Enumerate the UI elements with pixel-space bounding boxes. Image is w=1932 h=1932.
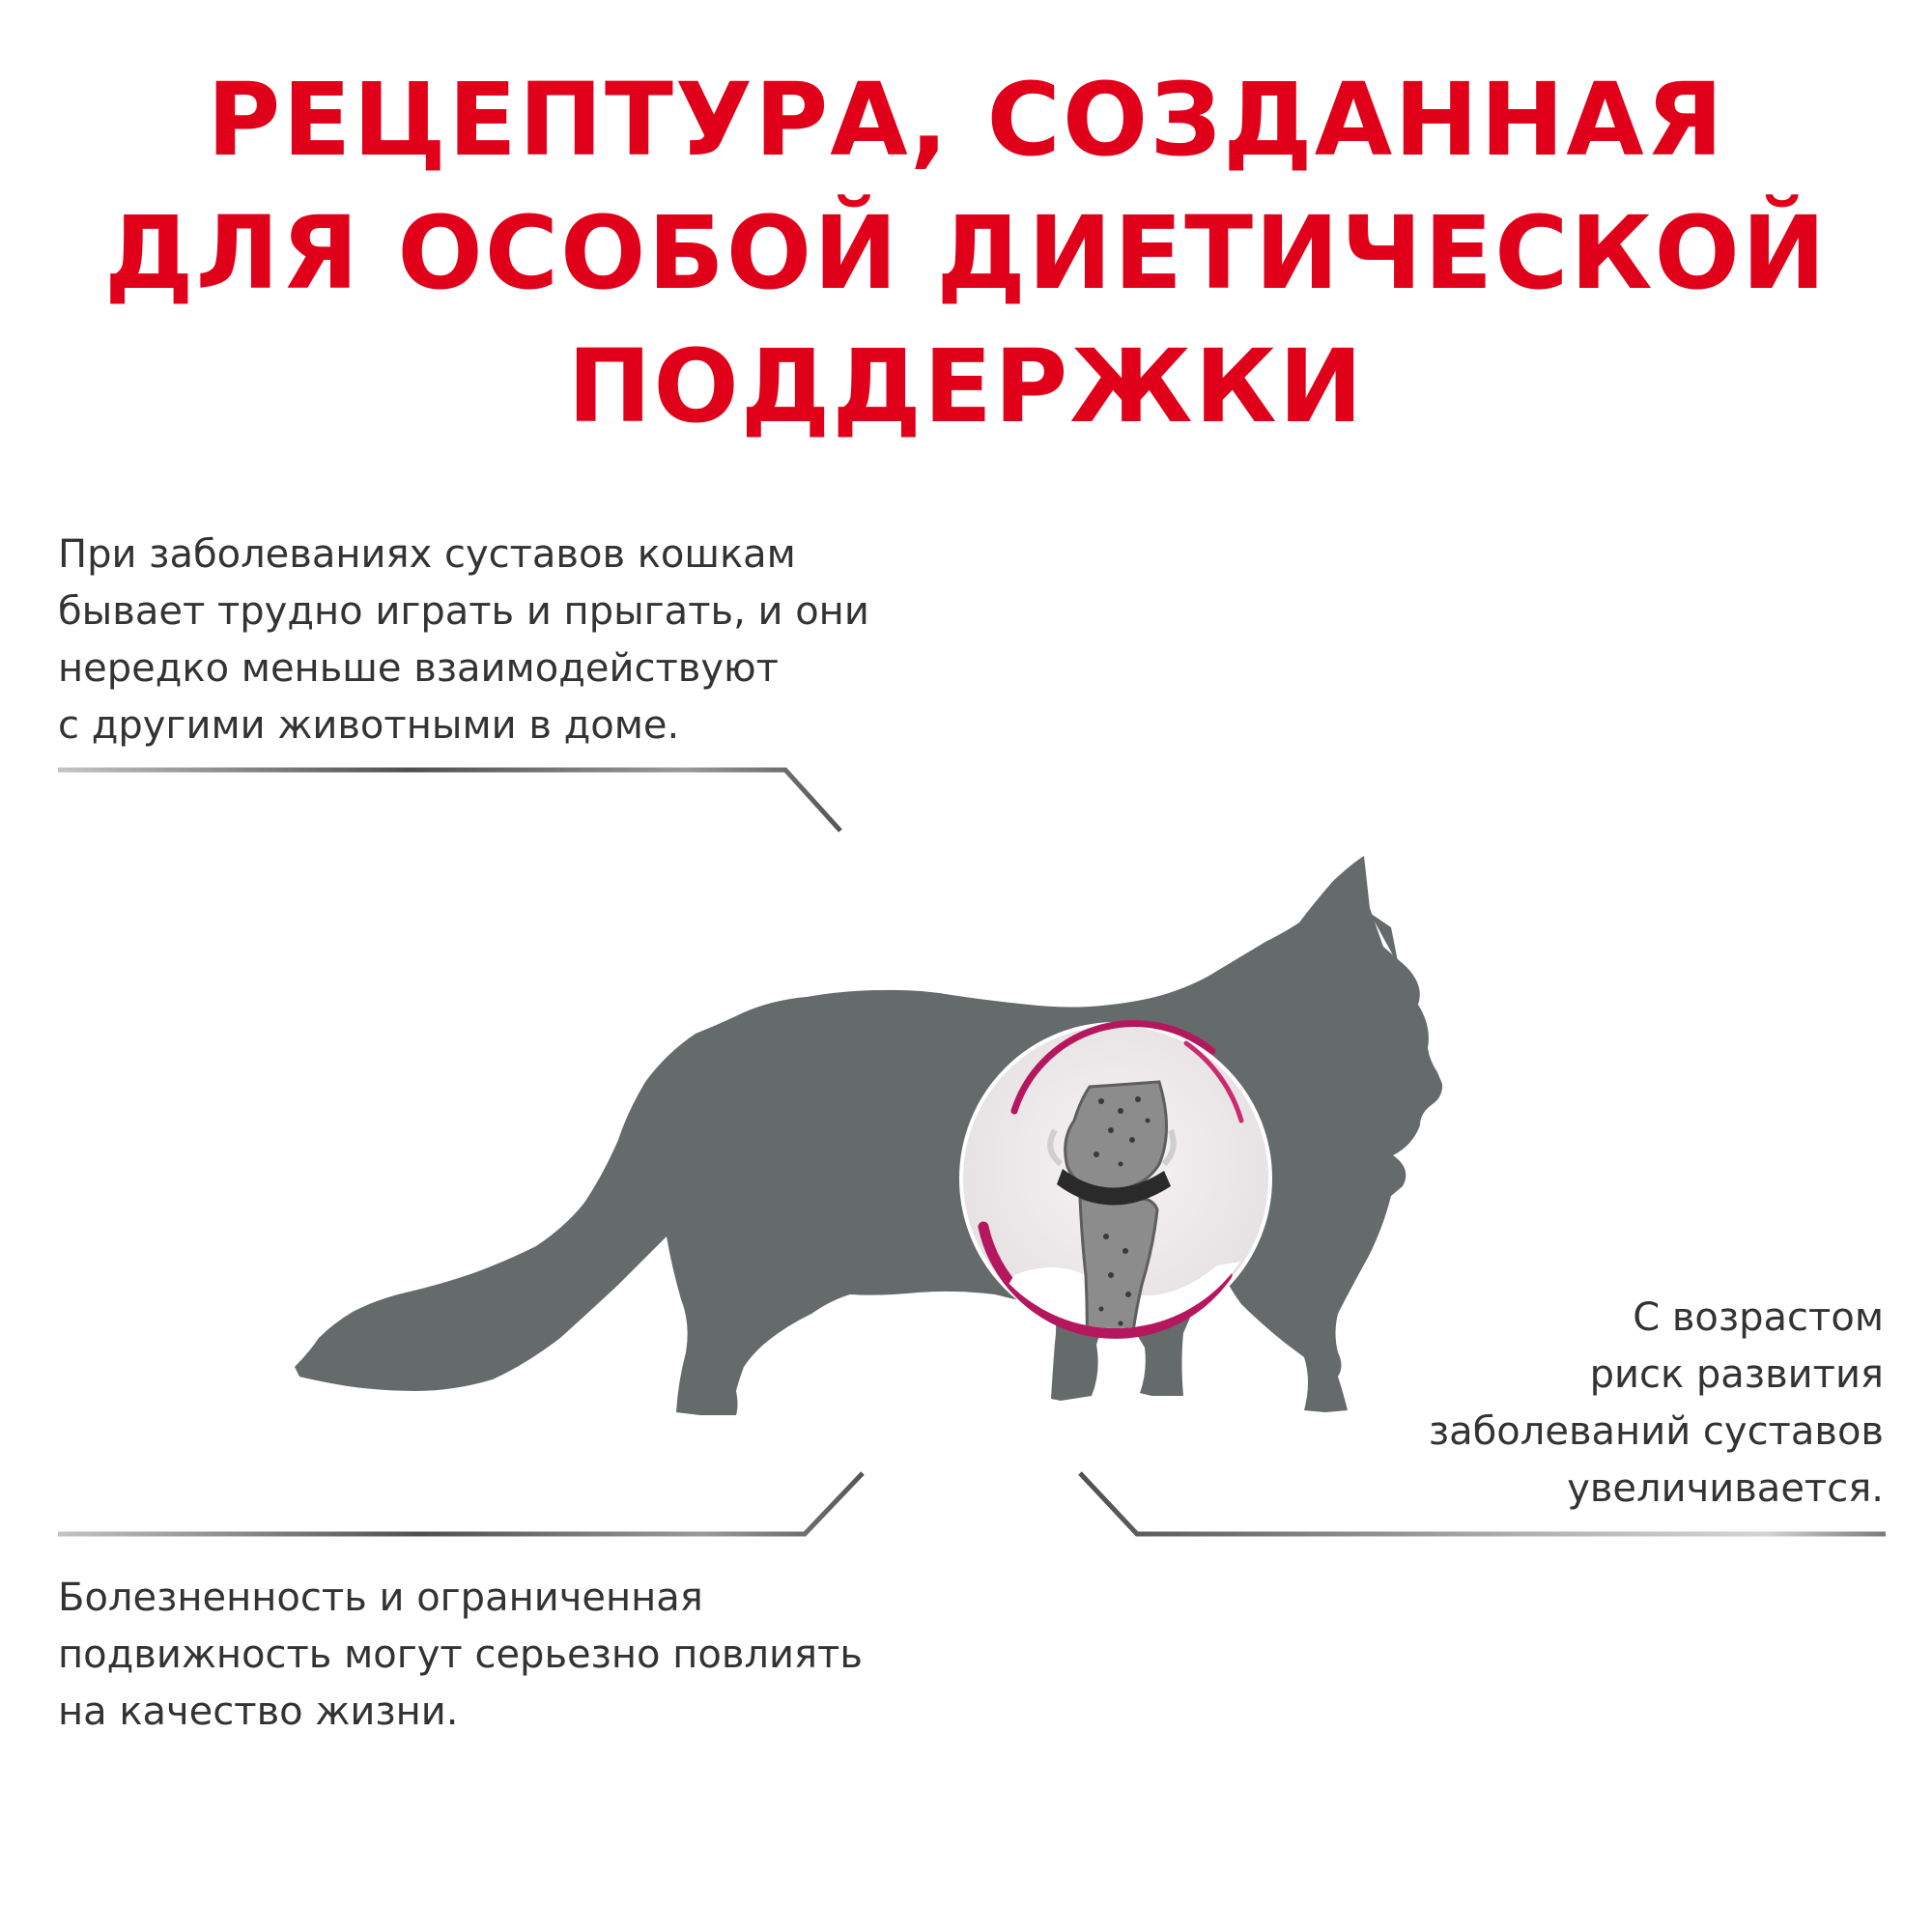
caption-line: Болезненность и ограниченная [58, 1576, 703, 1620]
cat-silhouette-icon [295, 856, 1442, 1415]
caption-line: подвижность могут серьезно повлиять [58, 1633, 863, 1677]
joint-inset [961, 1024, 1275, 1352]
caption-line: заболеваний суставов [1428, 1409, 1884, 1454]
headline-line-3: ПОДДЕРЖКИ [567, 327, 1365, 445]
caption-line: При заболеваниях суставов кошкам [58, 532, 796, 577]
caption-line: С возрастом [1633, 1295, 1884, 1340]
caption-line: риск развития [1589, 1352, 1884, 1397]
headline-line-2: ДЛЯ ОСОБОЙ ДИЕТИЧЕСКОЙ [104, 194, 1828, 312]
caption-line: нередко меньше взаимодействуют [58, 646, 779, 691]
caption-line: увеличивается. [1567, 1466, 1884, 1511]
caption-line: на качество жизни. [58, 1690, 459, 1734]
headline-line-1: РЕЦЕПТУРА, СОЗДАННАЯ [207, 61, 1725, 179]
caption-line: бывает трудно играть и прыгать, и они [58, 589, 869, 634]
caption-line: с другими животными в доме. [58, 703, 680, 748]
